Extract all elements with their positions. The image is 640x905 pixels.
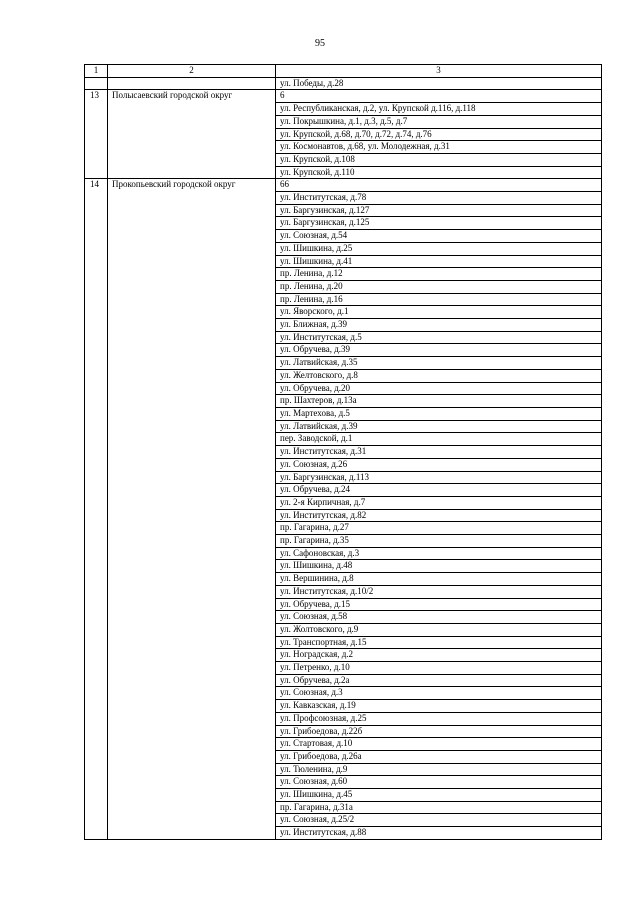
- cell-address: ул. Институтская, д.82: [276, 509, 602, 522]
- table-row: [85, 179, 602, 192]
- table-row: [85, 77, 602, 90]
- cell-address: ул. Крупской, д.108: [276, 153, 602, 166]
- cell-address: пр. Ленина, д.16: [276, 293, 602, 306]
- cell-address: ул. Обручева, д.39: [276, 344, 602, 357]
- cell-address: ул. Космонавтов, д.68, ул. Молодежная, д.31: [276, 141, 602, 154]
- table-body: [85, 65, 602, 840]
- cell-municipality: Прокопьевский городской округ: [108, 179, 276, 840]
- cell-address: ул. Обручева, д.15: [276, 598, 602, 611]
- cell-address: ул. Петренко, д.10: [276, 662, 602, 675]
- cell-address: ул. Баргузинская, д.127: [276, 204, 602, 217]
- cell-municipality: [108, 77, 276, 90]
- cell-address: ул. Обручева, д.24: [276, 484, 602, 497]
- cell-address: ул. Крупской, д.68, д.70, д.72, д.74, д.76: [276, 128, 602, 141]
- cell-count: 66: [276, 179, 602, 192]
- cell-address: ул. Союзная, д.26: [276, 458, 602, 471]
- header-col-number: 1: [85, 65, 108, 78]
- cell-address: ул. Союзная, д.54: [276, 230, 602, 243]
- cell-address: ул. Грибоедова, д.22б: [276, 725, 602, 738]
- cell-address: ул. Институтская, д.10/2: [276, 585, 602, 598]
- cell-number: 13: [85, 90, 108, 179]
- address-table: [84, 64, 602, 840]
- cell-address: ул. Союзная, д.3: [276, 687, 602, 700]
- cell-address: ул. Баргузинская, д.125: [276, 217, 602, 230]
- cell-address: ул. Тюленина, д.9: [276, 763, 602, 776]
- cell-address: ул. Республиканская, д.2, ул. Крупской д.116, д.118: [276, 103, 602, 116]
- cell-address: ул. Ноградская, д.2: [276, 649, 602, 662]
- cell-address: ул. Союзная, д.60: [276, 776, 602, 789]
- cell-address: ул. Латвийская, д.35: [276, 357, 602, 370]
- cell-address: ул. Жолтовского, д.9: [276, 623, 602, 636]
- cell-address: ул. Институтская, д.31: [276, 446, 602, 459]
- cell-address: ул. Победы, д.28: [276, 77, 602, 90]
- cell-address: ул. Обручева, д.2а: [276, 674, 602, 687]
- cell-address: ул. Вершинина, д.8: [276, 573, 602, 586]
- header-col-addresses: 3: [276, 65, 602, 78]
- cell-address: ул. Шишкина, д.41: [276, 255, 602, 268]
- cell-address: пр. Гагарина, д.27: [276, 522, 602, 535]
- cell-address: ул. Шишкина, д.48: [276, 560, 602, 573]
- cell-address: ул. Союзная, д.25/2: [276, 814, 602, 827]
- cell-address: ул. Латвийская, д.39: [276, 420, 602, 433]
- cell-number: 14: [85, 179, 108, 840]
- cell-address: ул. Стартовая, д.10: [276, 738, 602, 751]
- cell-address: ул. Мартехова, д.5: [276, 407, 602, 420]
- cell-address: ул. Крупской, д.110: [276, 166, 602, 179]
- cell-address: ул. Кавказская, д.19: [276, 700, 602, 713]
- cell-municipality: Полысаевский городской округ: [108, 90, 276, 179]
- header-col-municipality: 2: [108, 65, 276, 78]
- cell-address: ул. Баргузинская, д.113: [276, 471, 602, 484]
- cell-address: ул. Профсоюзная, д.25: [276, 712, 602, 725]
- cell-address: пер. Заводской, д.1: [276, 433, 602, 446]
- table-row: [85, 90, 602, 103]
- cell-address: ул. Покрышкина, д.1, д.3, д.5, д.7: [276, 115, 602, 128]
- cell-address: ул. Грибоедова, д.26а: [276, 750, 602, 763]
- cell-address: ул. 2-я Кирпичная, д.7: [276, 496, 602, 509]
- cell-address: пр. Ленина, д.12: [276, 268, 602, 281]
- cell-address: пр. Гагарина, д.35: [276, 535, 602, 548]
- cell-address: пр. Шахтеров, д.13а: [276, 395, 602, 408]
- cell-address: пр. Ленина, д.20: [276, 280, 602, 293]
- cell-address: ул. Институтская, д.5: [276, 331, 602, 344]
- cell-address: ул. Союзная, д.58: [276, 611, 602, 624]
- cell-address: пр. Гагарина, д.31а: [276, 801, 602, 814]
- cell-address: ул. Ближная, д.39: [276, 319, 602, 332]
- cell-address: ул. Желтовского, д.8: [276, 369, 602, 382]
- cell-number: [85, 77, 108, 90]
- page-number: 95: [315, 38, 325, 49]
- cell-count: 6: [276, 90, 602, 103]
- cell-address: ул. Шишкина, д.45: [276, 789, 602, 802]
- cell-address: ул. Шишкина, д.25: [276, 242, 602, 255]
- cell-address: ул. Сафоновская, д.3: [276, 547, 602, 560]
- cell-address: ул. Институтская, д.78: [276, 192, 602, 205]
- cell-address: ул. Институтская, д.88: [276, 827, 602, 840]
- cell-address: ул. Транспортная, д.15: [276, 636, 602, 649]
- cell-address: ул. Яворского, д.1: [276, 306, 602, 319]
- table-header-row: [85, 65, 602, 78]
- cell-address: ул. Обручева, д.20: [276, 382, 602, 395]
